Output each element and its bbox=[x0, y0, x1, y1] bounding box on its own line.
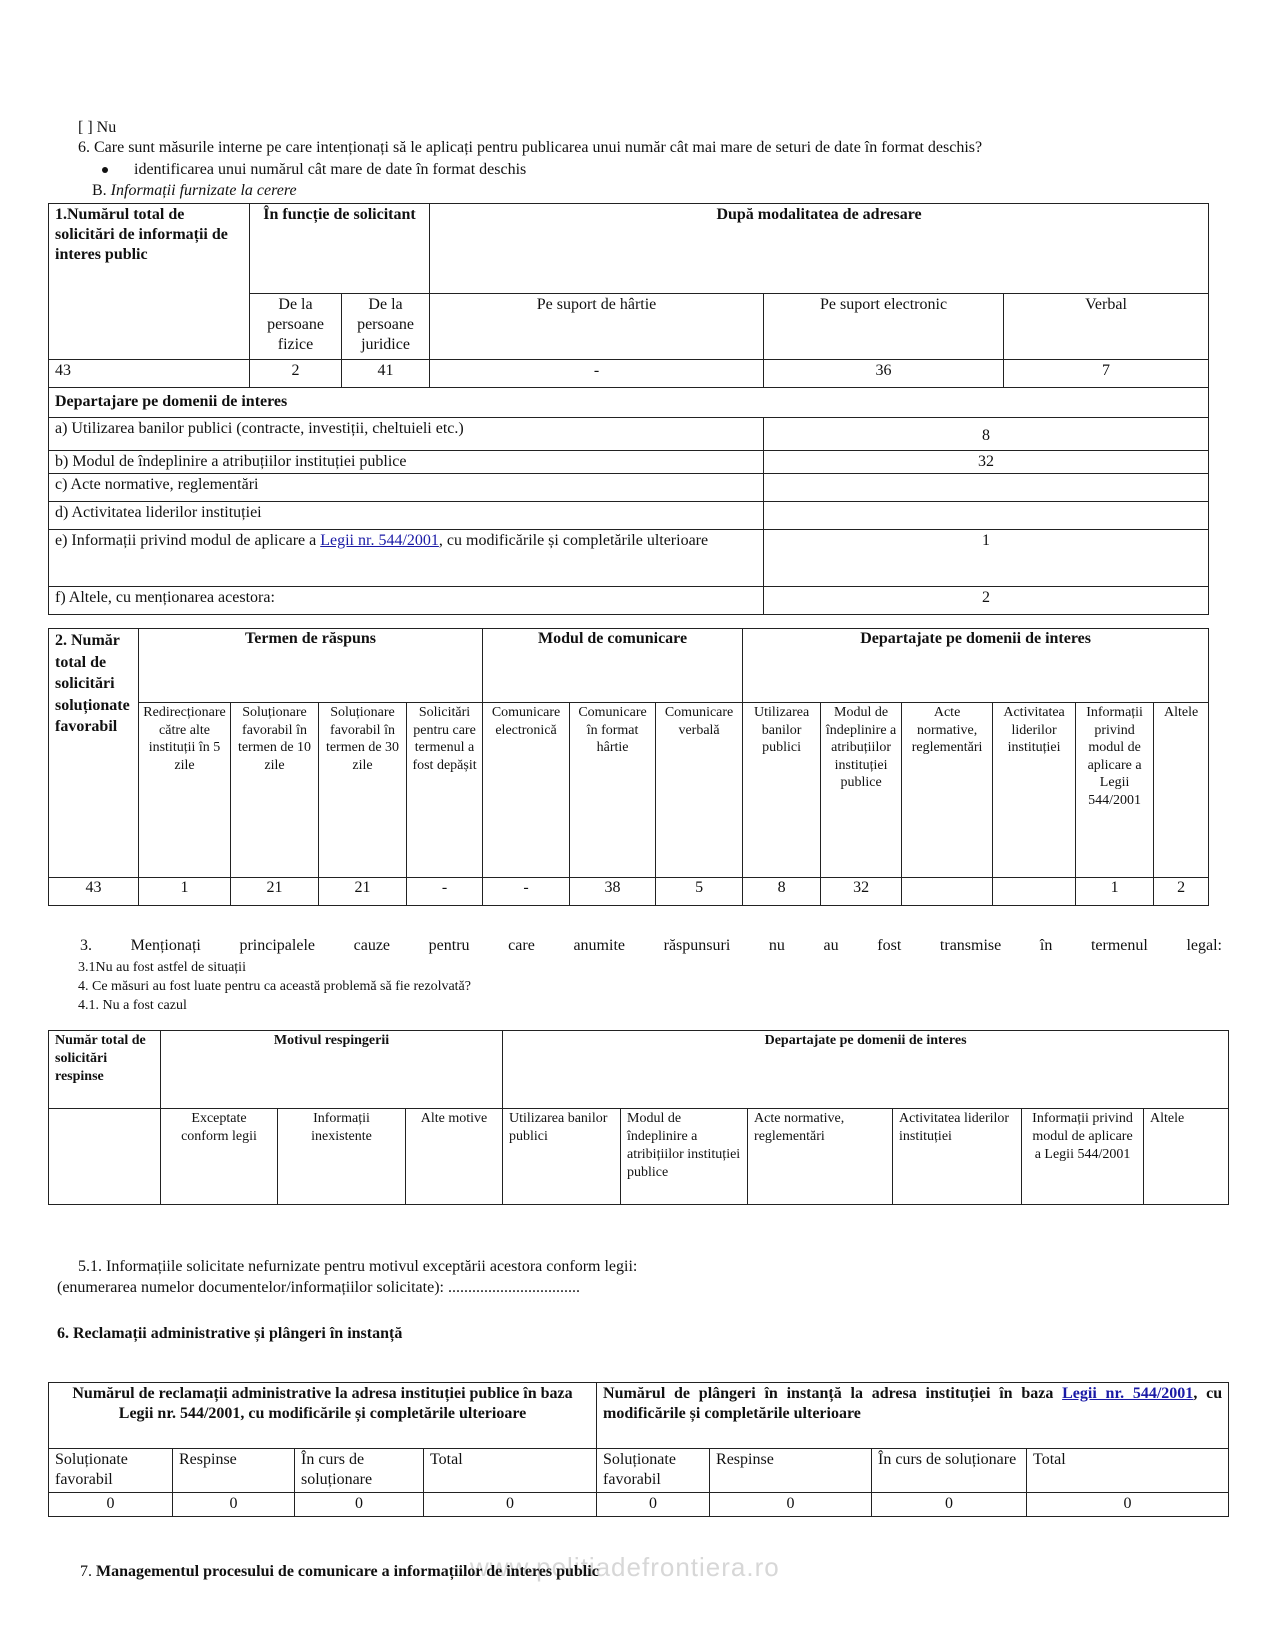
domain-row-c: c) Acte normative, reglementări bbox=[49, 474, 764, 502]
section-b-heading: B. Informații furnizate la cerere bbox=[92, 182, 297, 199]
value-total: 43 bbox=[49, 360, 250, 388]
header-verbal: Verbal bbox=[1004, 294, 1209, 360]
domain-row-e: e) Informații privind modul de aplicare a Legii nr. 544/2001, cu modificările și completările ulterioare bbox=[49, 530, 764, 587]
value-overdue: - bbox=[407, 878, 483, 906]
value-solved-admin: 0 bbox=[49, 1493, 173, 1517]
question-6-answer: identificarea unui numărul cât mare de date în format deschis bbox=[102, 160, 526, 180]
value-leaders bbox=[993, 878, 1076, 906]
subheader-others: Altele bbox=[1154, 703, 1209, 878]
col-rejected-court: Respinse bbox=[710, 1449, 872, 1493]
value-electronic: - bbox=[483, 878, 570, 906]
section-7-title: 7. Managementul procesului de comunicare a informațiilor de interes public bbox=[80, 1563, 599, 1580]
domain-value-a: 8 bbox=[764, 418, 1209, 451]
subheader-law-application: Informații privind modul de aplicare a Legii 544/2001 bbox=[1076, 703, 1154, 878]
subheader-nonexistent: Informații inexistente bbox=[278, 1109, 406, 1205]
header-by-requester: În funcție de solicitant bbox=[250, 204, 430, 294]
table-requests-solved bbox=[48, 628, 1209, 906]
value-solved-court: 0 bbox=[597, 1493, 710, 1517]
subheader-attributions: Modul de îndeplinire a atribuțiilor instituției publice bbox=[821, 703, 902, 878]
value-verbal: 5 bbox=[656, 878, 743, 906]
value-regulations bbox=[902, 878, 993, 906]
section-5-line-2: (enumerarea numelor documentelor/informațiilor solicitate): ................................. bbox=[57, 1279, 580, 1296]
question-3: 3. Menționați principalele cauze pentru care anumite răspunsuri nu au fost transmise în termenul legal: bbox=[80, 937, 1222, 954]
answer-4-1: 4.1. Nu a fost cazul bbox=[78, 998, 187, 1013]
value-rejected-court: 0 bbox=[710, 1493, 872, 1517]
value-redirect: 1 bbox=[139, 878, 231, 906]
subheader-regulations: Acte normative, reglementări bbox=[748, 1109, 893, 1205]
subheader-overdue: Solicitări pentru care termenul a fost depășit bbox=[407, 703, 483, 878]
col-total-court: Total bbox=[1027, 1449, 1229, 1493]
table-requests-rejected bbox=[48, 1030, 1229, 1205]
header-domains: Departajate pe domenii de interes bbox=[743, 629, 1209, 703]
domain-row-d: d) Activitatea liderilor instituției bbox=[49, 502, 764, 530]
value-solved-30: 21 bbox=[319, 878, 407, 906]
col-solved-admin: Soluționate favorabil bbox=[49, 1449, 173, 1493]
subheader-solved-30: Soluționare favorabil în termen de 30 zile bbox=[319, 703, 407, 878]
subheader-leaders: Activitatea liderilor instituției bbox=[893, 1109, 1022, 1205]
subheader-others: Altele bbox=[1144, 1109, 1229, 1205]
domain-value-d bbox=[764, 502, 1209, 530]
col-total-admin: Total bbox=[424, 1449, 597, 1493]
domain-value-f: 2 bbox=[764, 587, 1209, 615]
header-reject-reason: Motivul respingerii bbox=[161, 1031, 503, 1109]
option-nu: [ ] Nu bbox=[78, 119, 117, 136]
value-public-money: 8 bbox=[743, 878, 821, 906]
value-attributions: 32 bbox=[821, 878, 902, 906]
header-natural-persons: De la persoane fizice bbox=[250, 294, 342, 360]
value-total-admin: 0 bbox=[424, 1493, 597, 1517]
header-response-term: Termen de răspuns bbox=[139, 629, 483, 703]
value-others: 2 bbox=[1154, 878, 1209, 906]
subheader-other-reasons: Alte motive bbox=[406, 1109, 503, 1205]
value-electronic: 36 bbox=[764, 360, 1004, 388]
header-court-complaints: Numărul de plângeri în instanță la adresa instituției în baza Legii nr. 544/2001, cu modificările și completările ulterioare bbox=[597, 1383, 1229, 1449]
domains-title: Departajare pe domenii de interes bbox=[49, 388, 1209, 418]
subheader-attributions: Modul de îndeplinire a atribițiilor instituției publice bbox=[621, 1109, 748, 1205]
question-4: 4. Ce măsuri au fost luate pentru ca această problemă să fie rezolvată? bbox=[78, 979, 471, 994]
col-solved-court: Soluționate favorabil bbox=[597, 1449, 710, 1493]
value-pending-court: 0 bbox=[872, 1493, 1027, 1517]
subheader-electronic: Comunicare electronică bbox=[483, 703, 570, 878]
header-paper: Pe suport de hârtie bbox=[430, 294, 764, 360]
question-6: 6. Care sunt măsurile interne pe care intenționați să le aplicați pentru publicarea unui număr cât mai mare de seturi de date în format deschis? bbox=[78, 139, 983, 156]
value-verbal: 7 bbox=[1004, 360, 1209, 388]
subheader-leaders: Activitatea liderilor instituției bbox=[993, 703, 1076, 878]
subheader-public-money: Utilizarea banilor publici bbox=[743, 703, 821, 878]
subheader-exempted: Exceptate conform legii bbox=[161, 1109, 278, 1205]
header-legal-persons: De la persoane juridice bbox=[342, 294, 430, 360]
value-total-solved: 43 bbox=[49, 878, 139, 906]
subheader-redirect: Redirecționare către alte instituții în 5 zile bbox=[139, 703, 231, 878]
law-544-link[interactable]: Legii nr. 544/2001 bbox=[320, 532, 439, 549]
domain-value-c bbox=[764, 474, 1209, 502]
subheader-public-money: Utilizarea banilor publici bbox=[503, 1109, 621, 1205]
value-paper: 38 bbox=[570, 878, 656, 906]
value-law-application: 1 bbox=[1076, 878, 1154, 906]
header-domains-rejected: Departajate pe domenii de interes bbox=[503, 1031, 1229, 1109]
header-total-solved: 2. Număr total de solicitări soluționate favorabil bbox=[49, 629, 139, 878]
subheader-regulations: Acte normative, reglementări bbox=[902, 703, 993, 878]
watermark: www.politiadefrontiera.ro bbox=[470, 1552, 780, 1582]
col-pending-court: În curs de soluționare bbox=[872, 1449, 1027, 1493]
header-admin-complaints: Numărul de reclamații administrative la adresa instituției publice în baza Legii nr. 544/2001, cu modificările și completările ulterioare bbox=[49, 1383, 597, 1449]
value-solved-10: 21 bbox=[231, 878, 319, 906]
domain-value-e: 1 bbox=[764, 530, 1209, 587]
col-pending-admin: În curs de soluționare bbox=[295, 1449, 424, 1493]
subheader-law-application: Informații privind modul de aplicare a Legii 544/2001 bbox=[1022, 1109, 1144, 1205]
header-by-channel: După modalitatea de adresare bbox=[430, 204, 1209, 294]
value-paper: - bbox=[430, 360, 764, 388]
col-rejected-admin: Respinse bbox=[173, 1449, 295, 1493]
domain-value-b: 32 bbox=[764, 451, 1209, 474]
answer-3-1: 3.1Nu au fost astfel de situații bbox=[78, 960, 246, 975]
domain-row-a: a) Utilizarea banilor publici (contracte, investiții, cheltuieli etc.) bbox=[49, 418, 764, 451]
value-legal: 41 bbox=[342, 360, 430, 388]
subheader-solved-10: Soluționare favorabil în termen de 10 zile bbox=[231, 703, 319, 878]
empty-cell bbox=[49, 1109, 161, 1205]
section-5-line-1: 5.1. Informațiile solicitate nefurnizate pentru motivul exceptării acestora conform legii: bbox=[78, 1258, 638, 1275]
value-rejected-admin: 0 bbox=[173, 1493, 295, 1517]
subheader-verbal: Comunicare verbală bbox=[656, 703, 743, 878]
subheader-paper: Comunicare în format hârtie bbox=[570, 703, 656, 878]
header-electronic: Pe suport electronic bbox=[764, 294, 1004, 360]
header-total-requests: 1.Numărul total de solicitări de informații de interes public bbox=[49, 204, 250, 360]
domain-row-b: b) Modul de îndeplinire a atribuțiilor instituției publice bbox=[49, 451, 764, 474]
value-natural: 2 bbox=[250, 360, 342, 388]
table-requests-total bbox=[48, 203, 1209, 615]
section-6-title: 6. Reclamații administrative și plângeri în instanță bbox=[57, 1325, 403, 1342]
bullet-icon bbox=[102, 167, 108, 173]
table-complaints bbox=[48, 1382, 1229, 1517]
value-pending-admin: 0 bbox=[295, 1493, 424, 1517]
value-total-court: 0 bbox=[1027, 1493, 1229, 1517]
law-544-link-2[interactable]: Legii nr. 544/2001 bbox=[1062, 1385, 1194, 1402]
header-total-rejected: Număr total de solicitări respinse bbox=[49, 1031, 161, 1109]
domain-row-f: f) Altele, cu menționarea acestora: bbox=[49, 587, 764, 615]
header-communication-mode: Modul de comunicare bbox=[483, 629, 743, 703]
